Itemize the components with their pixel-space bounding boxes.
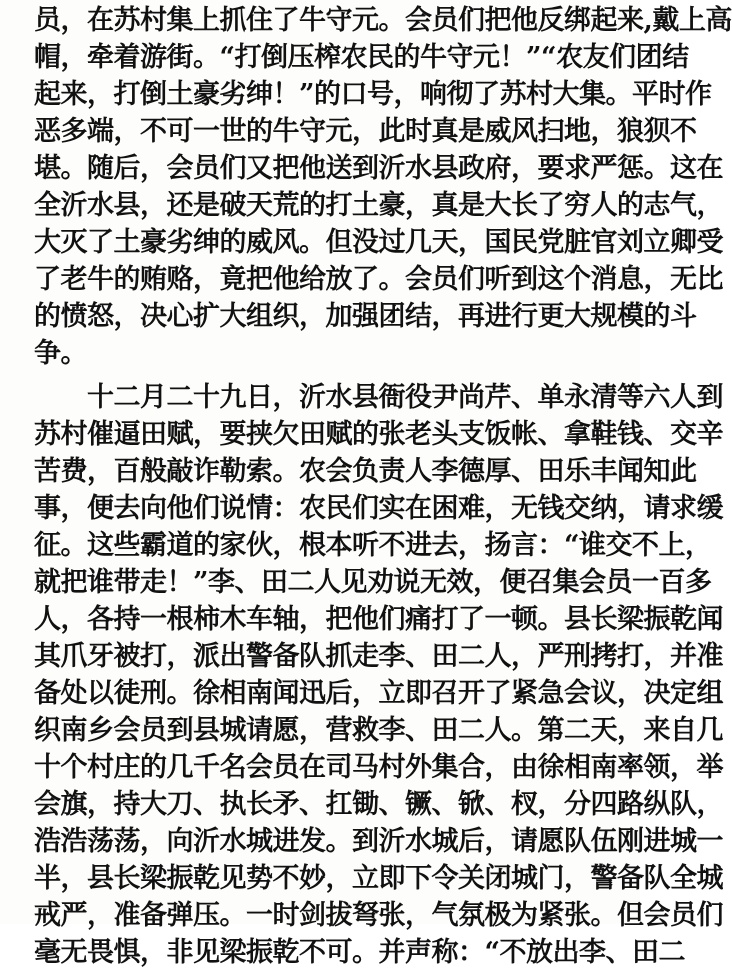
- text-line: 恶多端，不可一世的牛守元，此时真是威风扫地，狼狈不: [34, 116, 697, 147]
- text-line: 戒严，准备弹压。一时剑拔弩张，气氛极为紧张。但会员们: [34, 900, 723, 931]
- text-line: 十个村庄的几千名会员在司马村外集合，由徐相南率领，举: [34, 752, 723, 783]
- paragraph-gap: [34, 372, 614, 379]
- text-line: 员，在苏村集上抓住了牛守元。会员们把他反绑起来,戴上高: [34, 5, 732, 36]
- text-line: 起来，打倒土豪劣绅！”的口号，响彻了苏村大集。平时作: [34, 79, 712, 110]
- text-line: 苏村催逼田赋，要挟欠田赋的张老头支饭帐、拿鞋钱、交辛: [34, 419, 723, 450]
- text-line: 全沂水县，还是破天荒的打土豪，真是大长了穷人的志气，: [34, 190, 723, 221]
- text-line: 备处以徒刑。徐相南闻迅后，立即召开了紧急会议，决定组: [34, 678, 723, 709]
- text-line: 争。: [34, 338, 87, 369]
- text-line: 织南乡会员到县城请愿，营救李、田二人。第二天，来自几: [34, 715, 723, 746]
- text-line: 的愤怒，决心扩大组织，加强团结，再进行更大规模的斗: [34, 301, 697, 332]
- body-text: [34, 2, 732, 971]
- text-line: 其爪牙被打，派出警备队抓走李、田二人，严刑拷打，并准: [34, 641, 723, 672]
- text-line: 会旗，持大刀、执长矛、扛锄、镢、锨、杈，分四路纵队，: [34, 789, 723, 820]
- text-line: 就把谁带走！”李、田二人见劝说无效，便召集会员一百多: [34, 567, 712, 598]
- text-line: 人，各持一根柿木车轴，把他们痛打了一顿。县长梁振乾闻: [34, 604, 723, 635]
- text-line: 半，县长梁振乾见势不妙，立即下令关闭城门，警备队全城: [34, 863, 723, 894]
- text-line: 堪。随后，会员们又把他送到沂水县政府，要求严惩。这在: [34, 153, 723, 184]
- text-line: 苦费，百般敲诈勒索。农会负责人李德厚、田乐丰闻知此: [34, 456, 697, 487]
- text-line: 毫无畏惧，非见梁振乾不可。并声称：“不放出李、田二: [34, 937, 686, 968]
- text-line: 帽，牵着游街。“打倒压榨农民的牛守元！”“农友们团结: [34, 42, 689, 73]
- text-line: 了老牛的贿赂，竟把他给放了。会员们听到这个消息，无比: [34, 264, 723, 295]
- text-line: 十二月二十九日，沂水县衙役尹尚芹、单永清等六人到: [34, 382, 723, 413]
- text-line: 事，便去向他们说情：农民们实在困难，无钱交纳，请求缓: [34, 493, 723, 524]
- text-line: 征。这些霸道的家伙，根本听不进去，扬言：“谁交不上，: [34, 530, 712, 561]
- text-line: 浩浩荡荡，向沂水城进发。到沂水城后，请愿队伍刚进城一: [34, 826, 723, 857]
- text-line: 大灭了土豪劣绅的威风。但没过几天，国民党脏官刘立卿受: [34, 227, 723, 258]
